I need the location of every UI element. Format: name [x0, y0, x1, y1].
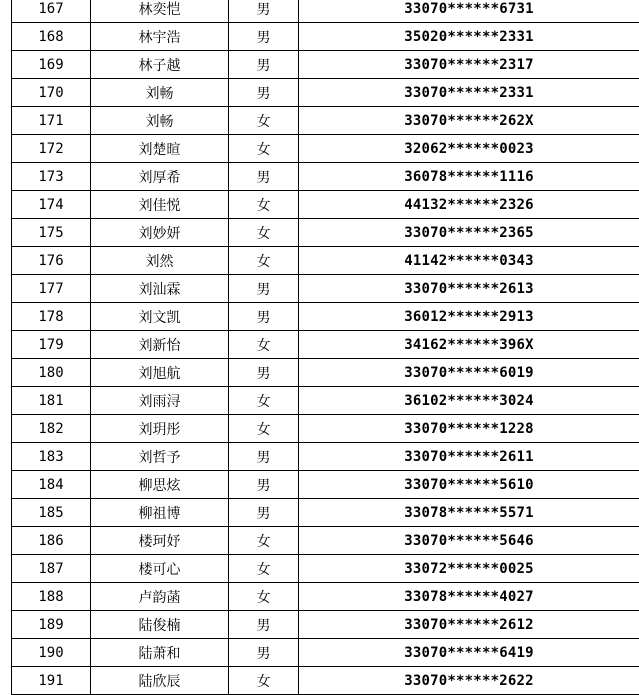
table-row — [12, 331, 639, 359]
table-row — [12, 667, 639, 695]
row-number-cell: 183 — [12, 443, 91, 471]
row-number-cell: 172 — [12, 135, 91, 163]
row-number-cell: 170 — [12, 79, 91, 107]
row-number-cell: 190 — [12, 639, 91, 667]
id-number-cell: 33078******4027 — [299, 583, 639, 611]
row-number-cell: 186 — [12, 527, 91, 555]
name-cell: 陆萧和 — [91, 639, 229, 667]
gender-cell: 女 — [229, 583, 299, 611]
id-number-cell: 33070******5610 — [299, 471, 639, 499]
row-number-cell: 188 — [12, 583, 91, 611]
name-cell: 刘汕霖 — [91, 275, 229, 303]
gender-cell: 女 — [229, 247, 299, 275]
row-number-cell: 169 — [12, 51, 91, 79]
name-cell: 林奕恺 — [91, 0, 229, 23]
name-cell: 刘哲予 — [91, 443, 229, 471]
row-number-cell: 175 — [12, 219, 91, 247]
table-row — [12, 191, 639, 219]
id-number-cell: 44132******2326 — [299, 191, 639, 219]
id-number-cell: 34162******396X — [299, 331, 639, 359]
name-cell: 刘文凯 — [91, 303, 229, 331]
table-row — [12, 219, 639, 247]
gender-cell: 男 — [229, 79, 299, 107]
gender-cell: 女 — [229, 667, 299, 695]
name-cell: 陆俊楠 — [91, 611, 229, 639]
gender-cell: 女 — [229, 387, 299, 415]
roster-body — [12, 0, 639, 695]
gender-cell: 男 — [229, 499, 299, 527]
table-row — [12, 387, 639, 415]
id-number-cell: 33070******5646 — [299, 527, 639, 555]
table-row — [12, 79, 639, 107]
gender-cell: 女 — [229, 107, 299, 135]
table-row — [12, 303, 639, 331]
row-number-cell: 180 — [12, 359, 91, 387]
name-cell: 刘旭航 — [91, 359, 229, 387]
id-number-cell: 33078******5571 — [299, 499, 639, 527]
gender-cell: 男 — [229, 359, 299, 387]
id-number-cell: 36012******2913 — [299, 303, 639, 331]
table-row — [12, 499, 639, 527]
table-row — [12, 0, 639, 23]
id-number-cell: 36078******1116 — [299, 163, 639, 191]
id-number-cell: 36102******3024 — [299, 387, 639, 415]
gender-cell: 男 — [229, 443, 299, 471]
id-number-cell: 41142******0343 — [299, 247, 639, 275]
gender-cell: 女 — [229, 219, 299, 247]
name-cell: 刘然 — [91, 247, 229, 275]
gender-cell: 男 — [229, 275, 299, 303]
name-cell: 刘玥彤 — [91, 415, 229, 443]
row-number-cell: 191 — [12, 667, 91, 695]
table-row — [12, 555, 639, 583]
name-cell: 刘楚暄 — [91, 135, 229, 163]
table-row — [12, 275, 639, 303]
table-row — [12, 583, 639, 611]
row-number-cell: 179 — [12, 331, 91, 359]
name-cell: 柳思炫 — [91, 471, 229, 499]
name-cell: 刘雨浔 — [91, 387, 229, 415]
gender-cell: 男 — [229, 163, 299, 191]
table-row — [12, 527, 639, 555]
table-row — [12, 443, 639, 471]
id-number-cell: 32062******0023 — [299, 135, 639, 163]
gender-cell: 男 — [229, 471, 299, 499]
table-row — [12, 247, 639, 275]
id-number-cell: 33072******0025 — [299, 555, 639, 583]
row-number-cell: 168 — [12, 23, 91, 51]
name-cell: 林宇浩 — [91, 23, 229, 51]
row-number-cell: 173 — [12, 163, 91, 191]
id-number-cell: 33070******6731 — [299, 0, 639, 23]
name-cell: 刘妙妍 — [91, 219, 229, 247]
student-roster-table — [11, 0, 639, 695]
gender-cell: 女 — [229, 555, 299, 583]
row-number-cell: 189 — [12, 611, 91, 639]
gender-cell: 女 — [229, 135, 299, 163]
table-row — [12, 135, 639, 163]
id-number-cell: 33070******6419 — [299, 639, 639, 667]
id-number-cell: 33070******2613 — [299, 275, 639, 303]
id-number-cell: 33070******2365 — [299, 219, 639, 247]
name-cell: 楼可心 — [91, 555, 229, 583]
row-number-cell: 178 — [12, 303, 91, 331]
row-number-cell: 174 — [12, 191, 91, 219]
id-number-cell: 33070******2612 — [299, 611, 639, 639]
name-cell: 刘厚希 — [91, 163, 229, 191]
row-number-cell: 177 — [12, 275, 91, 303]
name-cell: 刘畅 — [91, 107, 229, 135]
id-number-cell: 33070******2622 — [299, 667, 639, 695]
table-row — [12, 23, 639, 51]
name-cell: 卢韵菡 — [91, 583, 229, 611]
name-cell: 楼珂妤 — [91, 527, 229, 555]
name-cell: 刘畅 — [91, 79, 229, 107]
row-number-cell: 176 — [12, 247, 91, 275]
table-row — [12, 107, 639, 135]
row-number-cell: 181 — [12, 387, 91, 415]
gender-cell: 男 — [229, 303, 299, 331]
table-row — [12, 415, 639, 443]
gender-cell: 男 — [229, 639, 299, 667]
row-number-cell: 185 — [12, 499, 91, 527]
gender-cell: 女 — [229, 331, 299, 359]
id-number-cell: 33070******2317 — [299, 51, 639, 79]
name-cell: 刘佳悦 — [91, 191, 229, 219]
row-number-cell: 171 — [12, 107, 91, 135]
table-row — [12, 639, 639, 667]
gender-cell: 女 — [229, 527, 299, 555]
row-number-cell: 184 — [12, 471, 91, 499]
gender-cell: 女 — [229, 191, 299, 219]
table-row — [12, 51, 639, 79]
row-number-cell: 187 — [12, 555, 91, 583]
id-number-cell: 33070******1228 — [299, 415, 639, 443]
gender-cell: 男 — [229, 611, 299, 639]
gender-cell: 女 — [229, 415, 299, 443]
gender-cell: 男 — [229, 0, 299, 23]
name-cell: 林子越 — [91, 51, 229, 79]
id-number-cell: 35020******2331 — [299, 23, 639, 51]
id-number-cell: 33070******2331 — [299, 79, 639, 107]
gender-cell: 男 — [229, 51, 299, 79]
id-number-cell: 33070******6019 — [299, 359, 639, 387]
row-number-cell: 182 — [12, 415, 91, 443]
table-row — [12, 163, 639, 191]
id-number-cell: 33070******2611 — [299, 443, 639, 471]
table-row — [12, 471, 639, 499]
name-cell: 刘新怡 — [91, 331, 229, 359]
table-row — [12, 611, 639, 639]
gender-cell: 男 — [229, 23, 299, 51]
table-row — [12, 359, 639, 387]
name-cell: 陆欣辰 — [91, 667, 229, 695]
id-number-cell: 33070******262X — [299, 107, 639, 135]
row-number-cell: 167 — [12, 0, 91, 23]
name-cell: 柳祖博 — [91, 499, 229, 527]
